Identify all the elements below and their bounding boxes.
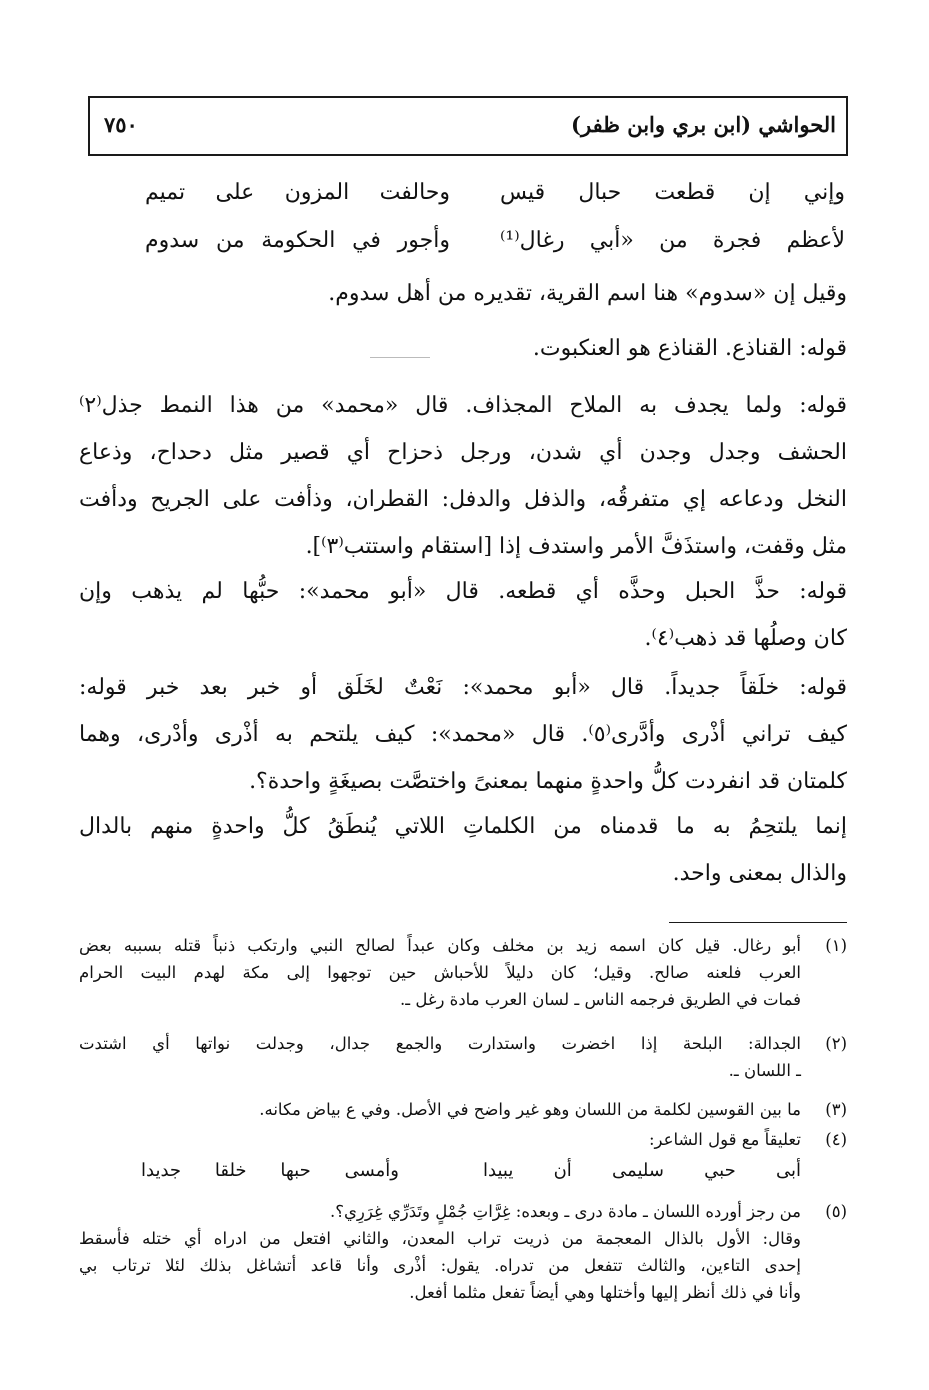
footnote-line: فمات في الطريق فرجمه الناس ـ لسان العرب مادة رغل ـ.	[400, 990, 801, 1009]
footnote-verse-second-hemistich: وأمسى حبها خلقا جديدا	[141, 1160, 399, 1181]
paragraph-khalaq	[79, 664, 847, 805]
paragraph-sadum	[79, 270, 847, 317]
footnote-4	[79, 1126, 847, 1153]
paragraph-qanadhi	[79, 325, 847, 372]
paragraph-line: النخل ودعاعه إي متفرقُه، والذفل والدفل: القطران، وذأفت على الجريح ودأفت	[79, 487, 847, 512]
verse-line-2	[145, 228, 845, 272]
paragraph-line: والذال بمعنى واحد.	[672, 861, 847, 886]
footnote-line: من رجز أورده اللسان ـ مادة درى ـ وبعده: غِرَّاتِ جُمْلٍ وتَدَرِّي غِرَرِي؟.	[329, 1202, 801, 1221]
paragraph-line: مثل وقفت، واستذَفَّ الأمر واستدف إذا [استقام واستتب⁽٣⁾].	[305, 534, 847, 559]
paragraph-line: قوله: ولما يجدف به الملاح المجذاف. قال «محمد» من هذا النمط جذل⁽٢⁾	[79, 393, 847, 418]
footnote-line: العرب فلعنه صالح. وقيل؛ كان دليلاً للأحباش حين توجهوا إلى مكة لهدم البيت الحرام	[79, 963, 801, 982]
footnote-line: ما بين القوسين لكلمة من اللسان وهو غير واضح في الأصل. وفي ع بياض مكانه.	[259, 1100, 801, 1119]
footnote-line: إحدى التاءين، والثالث تتفعل من تدراه. يقول: أذْرى وأنا قاعد أتشاغل بذلك لئلا ترتاب بي	[79, 1256, 801, 1275]
small-divider	[370, 357, 430, 358]
footnote-line: وأنا في ذلك أنظر إليها وأختلها وهي أيضاً تفعل مثلما أفعل.	[409, 1283, 801, 1302]
footnote-1	[79, 932, 847, 1013]
footnote-line: وقال: الأول بالذال المعجمة من ذريت تراب المعدن، والثاني افتعل من ادراه أي ختله فأسقط	[79, 1229, 801, 1248]
footnote-number: (٥)	[825, 1202, 847, 1221]
paragraph-hadhdha	[79, 568, 847, 662]
paragraph-line: كلمتان قد انفردت كلُّ واحدةٍ منهما بمعنىً واختصَّت بصيغَةٍ واحدة؟.	[249, 769, 847, 794]
verse-2-first-hemistich: لأعظم فجرة من «أبي رغال⁽¹⁾	[500, 228, 845, 253]
paragraph-mijdhaf	[79, 382, 847, 570]
footnote-2	[79, 1030, 847, 1084]
footnote-line: أبو رغال. قيل كان اسمه زيد بن مخلف وكان عبداً لصالح النبي وارتكب ذنباً قتله بسببه بعض	[79, 936, 801, 955]
footnote-5	[79, 1198, 847, 1306]
paragraph-yaltahim	[79, 803, 847, 897]
footnote-line: تعليقاً مع قول الشاعر:	[649, 1130, 801, 1149]
paragraph-line: قوله: خلَقاً جديداً. قال «أبو محمد»: نَعْتٌ لخَلَق أو خبر بعد خبر قوله:	[79, 675, 847, 700]
footnote-verse-first-hemistich: أبى حبي سليمى أن يبيدا	[483, 1160, 801, 1181]
paragraph-line: الحشف وجدل وجدن أي شدن، ورجل ذحزاح أي قصير مثل دحداح، وذعاع	[79, 440, 847, 465]
paragraph-line: إنما يلتحِمُ به ما قدمناه من الكلماتِ اللاتي يُنطَقُ كلُّ واحدةٍ منهم بالدال	[79, 814, 847, 839]
footnote-number: (٤)	[825, 1130, 847, 1149]
footnote-line: الجدالة: البلحة إذا اخضرت واستدارت والجمع جدال، وجدلت نواتها أي اشتدت	[79, 1034, 801, 1053]
verse-2-second-hemistich: وأجور في الحكومة من سدوم	[145, 228, 450, 253]
footnote-number: (٣)	[825, 1100, 847, 1119]
footnote-verse	[141, 1160, 801, 1190]
running-title: الحواشي (ابن بري وابن ظفر)	[571, 112, 836, 137]
footnote-line: ـ اللسان ـ.	[728, 1061, 801, 1080]
paragraph-line: كيف تراني أذْرى وأدَّرى⁽٥⁾. قال «محمد»: كيف يلتحم به أذْرى وأدْرى، وهما	[79, 722, 847, 747]
verse-line-1	[145, 180, 845, 224]
paragraph-line: قوله: حذَّ الحبل وحذَّه أي قطعه. قال «أبو محمد»: حبُّها لم يذهب وإن	[79, 579, 847, 604]
paragraph-line: قوله: القناذع. القناذع هو العنكبوت.	[532, 336, 847, 361]
page-number: ٧٥٠	[104, 112, 138, 137]
paragraph-line: كان وصلُها قد ذهب⁽٤⁾.	[644, 626, 847, 651]
page-header	[88, 96, 848, 156]
verse-1-second-hemistich: وحالفت المزون على تميم	[145, 180, 450, 205]
paragraph-line: وقيل إن «سدوم» هنا اسم القرية، تقديره من أهل سدوم.	[328, 281, 847, 306]
footnote-3	[79, 1096, 847, 1123]
footnote-separator	[669, 922, 847, 923]
footnote-number: (١)	[825, 936, 847, 955]
verse-1-first-hemistich: وإني إن قطعت حبال قيس	[500, 180, 845, 205]
footnote-number: (٢)	[825, 1034, 847, 1053]
